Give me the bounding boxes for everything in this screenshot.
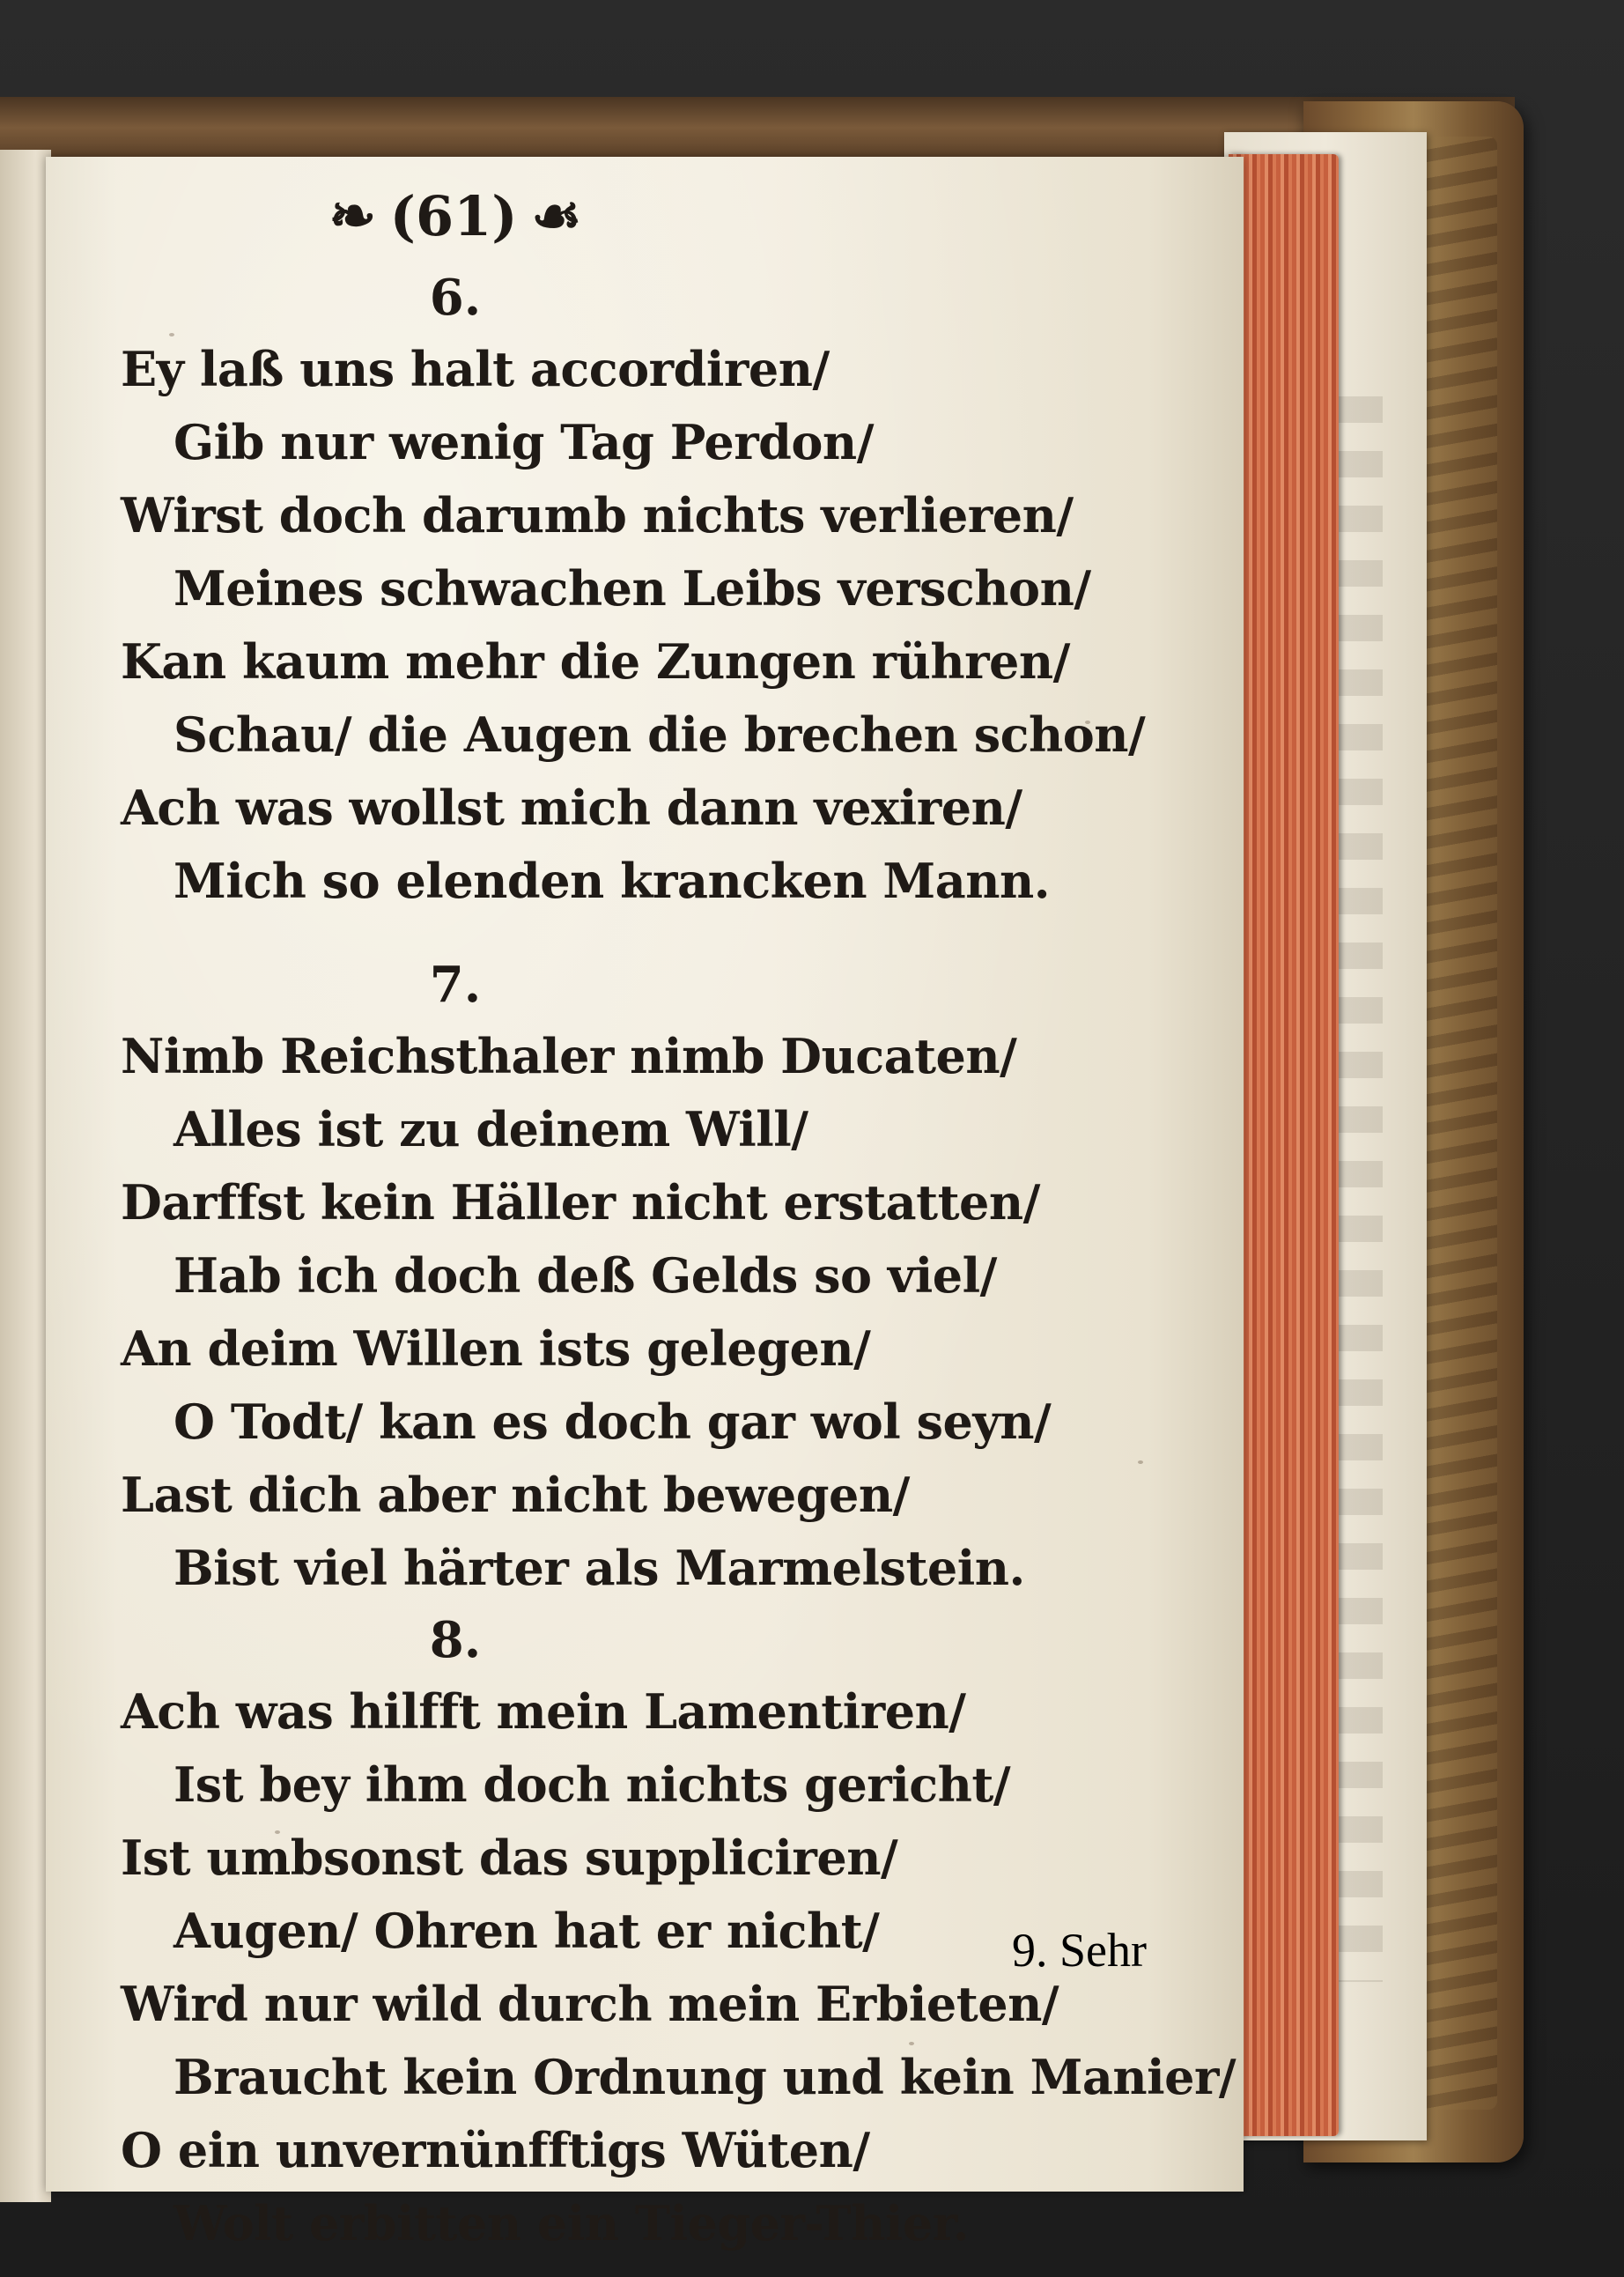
- verse-line: Braucht kein Ordnung und kein Manier/: [173, 2049, 1236, 2105]
- stanza-number: 6.: [429, 269, 482, 327]
- fleuron-right-icon: ☙: [531, 183, 582, 249]
- verse-line: Ach was wollst mich dann vexiren/: [121, 780, 1022, 836]
- verse-line: Meines schwachen Leibs verschon/: [173, 560, 1091, 617]
- verse-line: Ey laß uns halt accordiren/: [121, 341, 830, 397]
- book-page: [46, 157, 1244, 2251]
- verse-line: Bist viel härter als Marmelstein.: [173, 1540, 1025, 1596]
- verse-line: Ach was hilfft mein Lamentiren/: [121, 1683, 966, 1740]
- verse-line: O Todt/ kan es doch gar wol seyn/: [173, 1394, 1052, 1450]
- red-page-edges: [1229, 154, 1339, 2136]
- verse-line: Schau/ die Augen die brechen schon/: [173, 706, 1146, 763]
- verse-line: Nimb Reichsthaler nimb Ducaten/: [121, 1028, 1017, 1084]
- page-header: [121, 183, 790, 262]
- page-number: (61): [389, 184, 518, 248]
- stanza-number: 7.: [429, 956, 482, 1014]
- stanza: [121, 950, 1204, 1605]
- verse-line: Wolt erbitten ein Tieger-Thier.: [173, 2195, 970, 2251]
- verse-line: Wird nur wild durch mein Erbieten/: [121, 1976, 1059, 2032]
- verse-line: Augen/ Ohren hat er nicht/: [173, 1903, 880, 1959]
- verse-line: Gib nur wenig Tag Perdon/: [173, 414, 874, 470]
- verse-line: Hab ich doch deß Gelds so viel/: [173, 1247, 997, 1304]
- catchword: 9. Sehr: [1012, 1924, 1147, 1977]
- stanza: [121, 262, 1204, 918]
- verse-line: Alles ist zu deinem Will/: [173, 1101, 808, 1157]
- verse-line: Last dich aber nicht bewegen/: [121, 1467, 910, 1523]
- verse-line: Ist bey ihm doch nichts gericht/: [173, 1756, 1011, 1813]
- verse-line: O ein unvernünfftigs Wüten/: [121, 2122, 870, 2178]
- left-page-edge: [0, 150, 51, 2202]
- verse-line: Mich so elenden krancken Mann.: [173, 853, 1051, 909]
- verse-line: Darffst kein Häller nicht erstatten/: [121, 1174, 1040, 1231]
- stanza-number: 8.: [429, 1611, 482, 1669]
- verse-line: An deim Willen ists gelegen/: [121, 1320, 871, 1377]
- verse-line: Kan kaum mehr die Zungen rühren/: [121, 633, 1070, 690]
- verse-line: Ist umbsonst das suppliciren/: [121, 1830, 898, 1886]
- verse-line: Wirst doch darumb nichts verlieren/: [121, 487, 1074, 543]
- fleuron-left-icon: ❧: [328, 183, 377, 249]
